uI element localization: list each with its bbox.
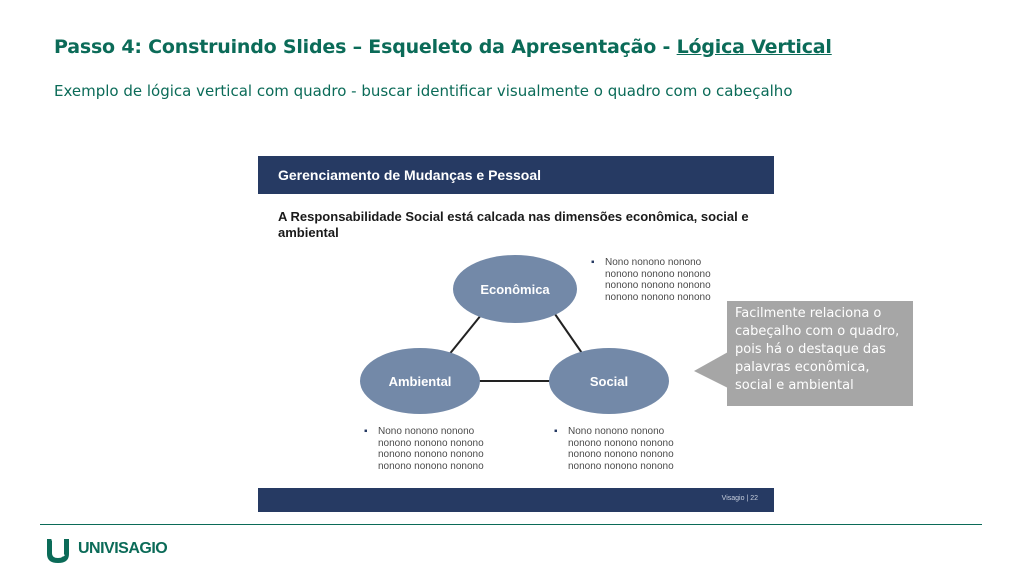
- bullet-line: Nono nonono nonono: [378, 426, 475, 437]
- bullet-line: nonono nonono nonono: [378, 460, 484, 472]
- bullet-line: nonono nonono nonono: [568, 449, 674, 460]
- bullet-line: nonono nonono nonono: [605, 280, 711, 291]
- title-link[interactable]: Lógica Vertical: [676, 36, 832, 58]
- slide-header-title: Gerenciamento de Mudanças e Pessoal: [258, 156, 774, 194]
- bullet-block-bottom-left: [364, 426, 484, 472]
- node-label-social: Social: [589, 374, 629, 389]
- bullet-line: nonono nonono nonono: [378, 449, 484, 460]
- node-label-ambiental: Ambiental: [388, 374, 452, 389]
- bullet-dot: ▪: [591, 257, 595, 268]
- bullet-line: nonono nonono nonono: [605, 291, 711, 303]
- title-prefix: Passo 4: Construindo Slides – Esqueleto da Apresentação -: [54, 36, 677, 58]
- bullet-line: nonono nonono nonono: [568, 460, 674, 472]
- embedded-slide: [258, 156, 774, 512]
- node-label-economica: Econômica: [480, 282, 550, 297]
- slide-footer: [258, 488, 774, 512]
- bullet-line: nonono nonono nonono: [568, 437, 674, 449]
- univisagio-logo-icon: [44, 536, 72, 566]
- bullet-dot: ▪: [364, 426, 368, 437]
- bullet-block-top-right: [591, 257, 711, 303]
- footer-divider: [40, 524, 982, 525]
- bullet-block-bottom-right: [554, 426, 674, 472]
- triangle-diagram: [258, 156, 774, 512]
- bullet-line: nonono nonono nonono: [378, 437, 484, 449]
- bullet-line: nonono nonono nonono: [605, 268, 711, 280]
- page-subtitle: Exemplo de lógica vertical com quadro - buscar identificar visualmente o quadro com o cabeçalho: [54, 82, 793, 100]
- bullet-line: Nono nonono nonono: [568, 426, 665, 437]
- page-title: [54, 36, 832, 58]
- bullet-dot: ▪: [554, 426, 558, 437]
- slide-statement: A Responsabilidade Social está calcada nas dimensões econômica, social e ambiental: [278, 209, 749, 240]
- bullet-line: Nono nonono nonono: [605, 257, 702, 268]
- brand-name: UNIVISAGIO: [78, 540, 168, 557]
- slide-page-number: Visagio | 22: [721, 495, 758, 502]
- callout-box: Facilmente relaciona o cabeçalho com o quadro, pois há o destaque das palavras econômica, social e ambiental: [727, 301, 913, 406]
